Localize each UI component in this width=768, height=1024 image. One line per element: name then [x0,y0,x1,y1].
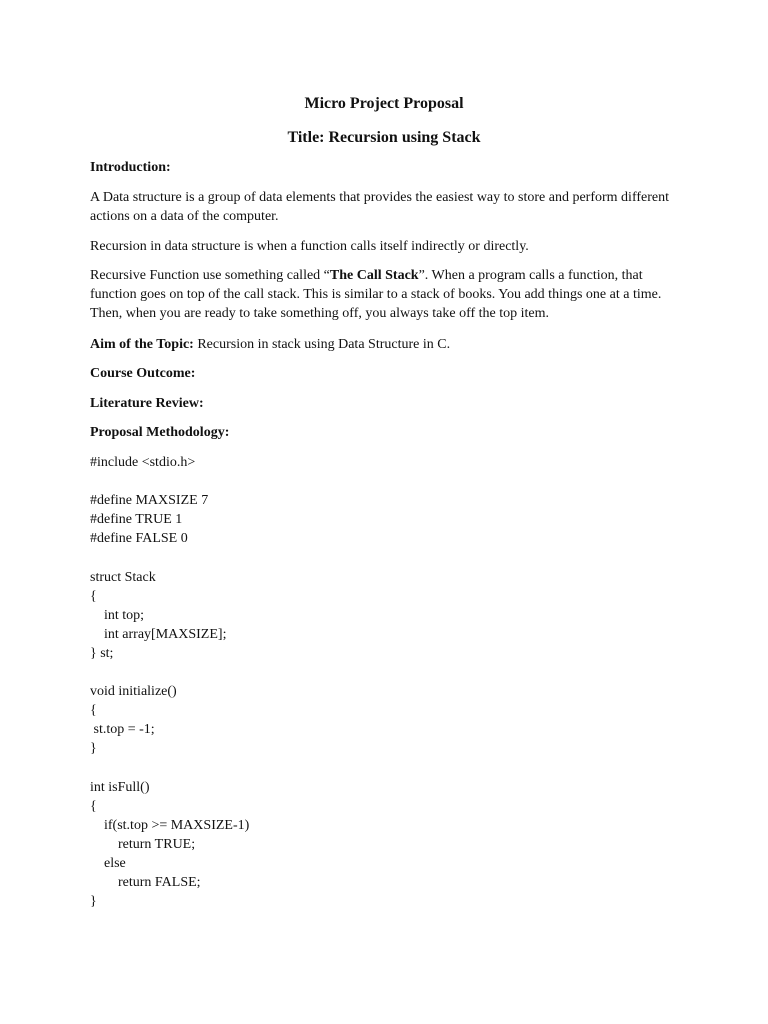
code-line: #define TRUE 1 [90,512,183,528]
code-line: st.top = -1; [90,722,155,738]
code-line: } [90,894,97,910]
code-line: int array[MAXSIZE]; [90,626,227,642]
introduction-heading: Introduction: [90,160,171,175]
proposal-methodology-heading: Proposal Methodology: [90,425,230,440]
code-line: #define FALSE 0 [90,531,188,547]
document-title: Micro Project Proposal [304,95,464,112]
code-line [90,759,249,778]
code-line: #define MAXSIZE 7 [90,493,209,509]
code-line [90,663,249,682]
code-line: } [90,741,97,757]
code-line [90,472,249,491]
code-line: struct Stack [90,569,156,585]
code-line: #include <stdio.h> [90,455,196,470]
code-line: return FALSE; [90,875,201,891]
literature-review-heading: Literature Review: [90,396,204,411]
code-line: return TRUE; [90,836,196,852]
intro-paragraph-1: A Data structure is a group of data elements that provides the easiest way to store and perform different actions on a data of the computer. [90,190,669,224]
code-line: if(st.top >= MAXSIZE-1) [90,817,250,833]
intro-paragraph-2: Recursion in data structure is when a function calls itself indirectly or directly. [90,239,529,254]
aim-paragraph [90,335,690,354]
project-title: Title: Recursion using Stack [287,129,481,146]
code-line: int top; [90,607,145,623]
aim-text: Recursion in stack using Data Structure in C. [193,337,451,352]
course-outcome-heading: Course Outcome: [90,366,196,381]
aim-label: Aim of the Topic: [90,337,194,352]
code-listing [90,453,249,911]
code-line: } st; [90,645,114,661]
code-line: { [90,798,97,814]
intro-paragraph-3-end: ”. When a program calls a function, that function goes on top of the call stack. This is similar to a stack of books. You add things one at a time. Then, when you are ready to take something off, you always take off the top item. [90,268,662,321]
code-line [90,548,249,567]
code-line: else [90,855,126,871]
code-line: { [90,703,97,719]
code-line: int isFull() [90,779,150,795]
call-stack-term: The Call Stack [329,268,419,283]
intro-paragraph-3 [90,266,690,323]
intro-paragraph-3-start: Recursive Function use something called “ [90,268,330,283]
code-line: { [90,588,97,604]
code-line: void initialize() [90,684,177,700]
